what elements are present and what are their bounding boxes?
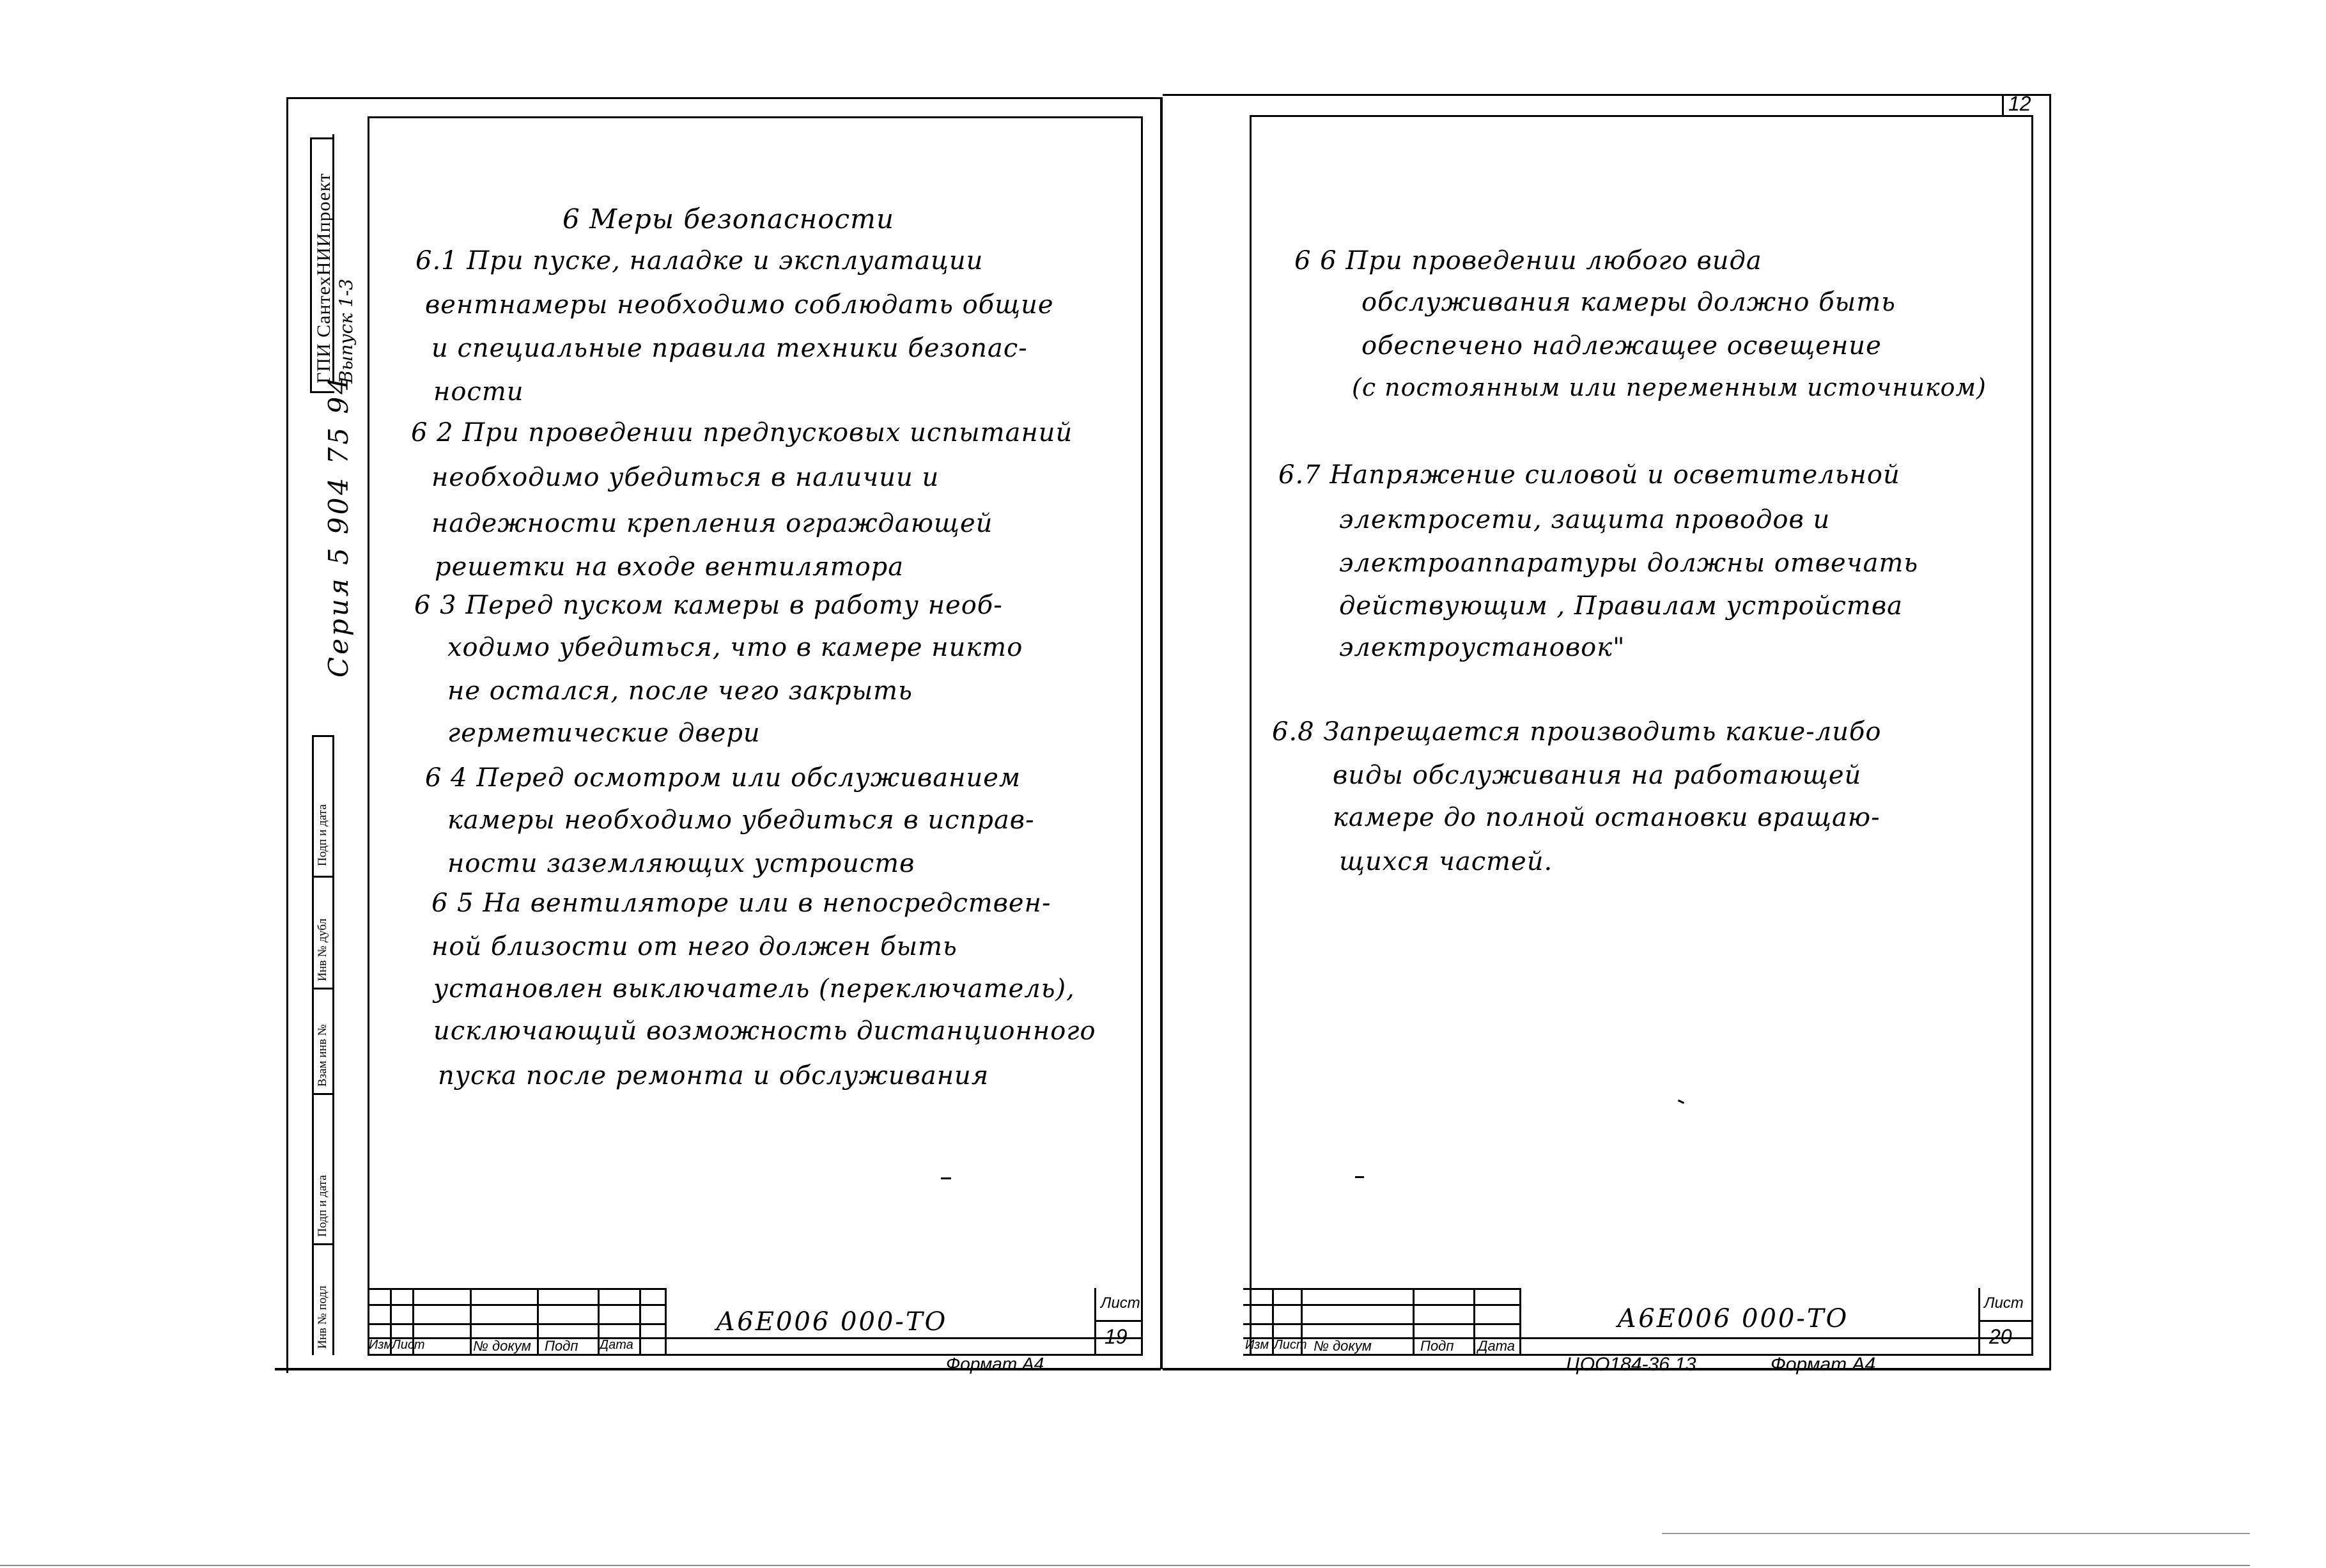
right-sheetnum-row: [1978, 1320, 2033, 1322]
right-line-8: действующим , Правилам устройства: [1339, 591, 1903, 621]
right-line-3: обеспечено надлежащее освещение: [1361, 331, 1882, 361]
issue-text: Выпуск 1-3: [336, 278, 357, 384]
org-text: ГПИ СантехНИИпроект: [313, 173, 334, 384]
left-line-18: установлен выключатель (переключатель),: [433, 974, 1075, 1004]
right-dash-mark-2: [1678, 1099, 1684, 1104]
side-label-dup-inv: Инв № дубл: [316, 918, 329, 981]
left-doc-code: А6Е006 000-ТО: [716, 1307, 948, 1337]
right-line-4: (с постоянным или переменным источником): [1352, 373, 1987, 401]
side-strip-low-right-line: [332, 735, 334, 1355]
right-line-5: 6.7 Напряжение силовой и осветительной: [1278, 460, 1900, 490]
right-line-1: 6 6 При проведении любого вида: [1294, 246, 1762, 276]
section-title: 6 Меры безопасности: [562, 203, 895, 235]
right-sheet-label: Лист: [1984, 1294, 2024, 1312]
left-line-1: 6.1 При пуске, наладке и эксплуатации: [415, 246, 984, 276]
scan-edge-line: [0, 1565, 2250, 1566]
right-corner-number: 12: [2008, 92, 2031, 115]
left-stamp-col-3: [470, 1288, 472, 1355]
left-col-date: Дата: [600, 1338, 633, 1352]
right-inner-top: [1250, 115, 2033, 117]
right-format-label: Формат А4: [1771, 1354, 1876, 1375]
right-stamp-col-3: [1413, 1288, 1415, 1355]
left-col-izm: Изм: [369, 1338, 393, 1352]
left-line-16: 6 5 На вентиляторе или в непосредствен-: [431, 889, 1051, 918]
right-inner-left: [1250, 115, 1252, 1355]
side-org-box-left: [310, 137, 312, 393]
right-stamp-row-2: [1243, 1304, 1521, 1306]
side-sep-4: [312, 1243, 334, 1245]
left-line-11: не остался, после чего закрыть: [447, 676, 913, 706]
left-line-3: и специальные правила техники безопас-: [431, 334, 1028, 363]
left-col-sign: Подп: [545, 1338, 578, 1354]
left-dash-mark: [941, 1177, 951, 1179]
left-col-docnum: № докум: [473, 1338, 531, 1354]
left-sheet-number: 19: [1105, 1325, 1128, 1348]
right-outer-right: [2049, 94, 2051, 1369]
left-line-6: необходимо убедиться в наличии и: [431, 463, 940, 492]
right-inner-right: [2031, 115, 2033, 1355]
right-col-izm: Изм: [1245, 1338, 1269, 1352]
right-sheet-number: 20: [1989, 1325, 2012, 1348]
right-line-11: виды обслуживания на работающей: [1333, 761, 1862, 790]
side-label-sign-date-2: Подп и дата: [316, 1175, 329, 1237]
right-line-2: обслуживания камеры должно быть: [1361, 288, 1896, 317]
right-line-7: электроаппаратуры должны отвечать: [1339, 548, 1919, 578]
left-inner-right: [1141, 116, 1143, 1355]
left-stamp-col-4: [537, 1288, 539, 1355]
left-line-15: ности заземляющих устроиств: [447, 849, 915, 878]
left-col-list: Лист: [392, 1338, 425, 1352]
side-label-replace-inv: Взам инв №: [316, 1024, 329, 1087]
left-line-20: пуска после ремонта и обслуживания: [438, 1061, 989, 1091]
side-sep-3: [312, 1093, 334, 1095]
left-stamp-col-6: [639, 1288, 641, 1355]
left-line-10: ходимо убедиться, что в камере никто: [447, 633, 1023, 662]
left-sheet-label: Лист: [1101, 1294, 1140, 1312]
left-line-13: 6 4 Перед осмотром или обслуживанием: [425, 763, 1021, 793]
right-stamp-row-1: [1243, 1288, 1521, 1290]
right-corner-box-left: [2002, 94, 2004, 116]
left-line-9: 6 3 Перед пуском камеры в работу необ-: [414, 591, 1003, 620]
right-col-list: Лист: [1274, 1338, 1307, 1352]
left-line-19: исключающий возможность дистанционного: [433, 1016, 1096, 1046]
side-sep-1: [312, 876, 334, 878]
right-stamp-col-5: [1519, 1288, 1521, 1355]
left-line-14: камеры необходимо убедиться в исправ-: [447, 805, 1035, 835]
left-inner-left: [368, 116, 369, 1355]
side-label-sign-date-1: Подп и дата: [316, 804, 329, 866]
scan-edge-line-2: [1662, 1533, 2250, 1534]
side-label-orig-inv: Инв № подл: [316, 1285, 329, 1349]
right-doc-code: А6Е006 000-ТО: [1617, 1304, 1849, 1333]
right-stamp-row-3: [1243, 1323, 1521, 1325]
right-line-12: камере до полной остановки вращаю-: [1333, 803, 1880, 832]
left-line-2: вентнамеры необходимо соблюдать общие: [425, 290, 1054, 320]
left-outer-top: [286, 97, 1161, 99]
left-stamp-col-7: [665, 1288, 667, 1355]
series-text: Серия 5 904 75 94: [323, 375, 354, 678]
left-line-8: решетки на входе вентилятора: [435, 552, 904, 582]
side-strip-left-line: [312, 735, 314, 1355]
right-col-date: Дата: [1478, 1338, 1516, 1354]
left-sheetnum-row: [1094, 1320, 1142, 1322]
right-stamp-col-4: [1473, 1288, 1475, 1355]
right-footer-note: ЦОО184-36 13: [1566, 1354, 1696, 1375]
sheet-divider: [1160, 97, 1163, 1369]
left-inner-top: [368, 116, 1142, 118]
right-line-9: электроустановок": [1339, 633, 1625, 662]
right-col-docnum: № докум: [1314, 1338, 1372, 1354]
left-line-12: герметические двери: [447, 718, 761, 748]
side-sep-2: [312, 988, 334, 990]
right-outer-top: [1163, 94, 2051, 96]
right-col-sign: Подп: [1420, 1338, 1454, 1354]
side-org-box-top: [310, 137, 334, 139]
side-strip-top-line: [312, 735, 334, 737]
left-line-4: ности: [433, 377, 524, 407]
right-line-13: щихся частей.: [1339, 847, 1553, 876]
left-line-5: 6 2 При проведении предпусковых испытаний: [411, 418, 1073, 447]
right-line-10: 6.8 Запрещается производить какие-либо: [1272, 717, 1882, 747]
right-dash-mark-1: [1355, 1176, 1364, 1178]
right-line-6: электросети, защита проводов и: [1339, 505, 1831, 534]
left-outer-left: [286, 97, 288, 1373]
left-line-17: ной близости от него должен быть: [431, 932, 958, 961]
left-format-label: Формат А4: [946, 1354, 1044, 1374]
left-line-7: надежности крепления ограждающей: [431, 509, 993, 538]
